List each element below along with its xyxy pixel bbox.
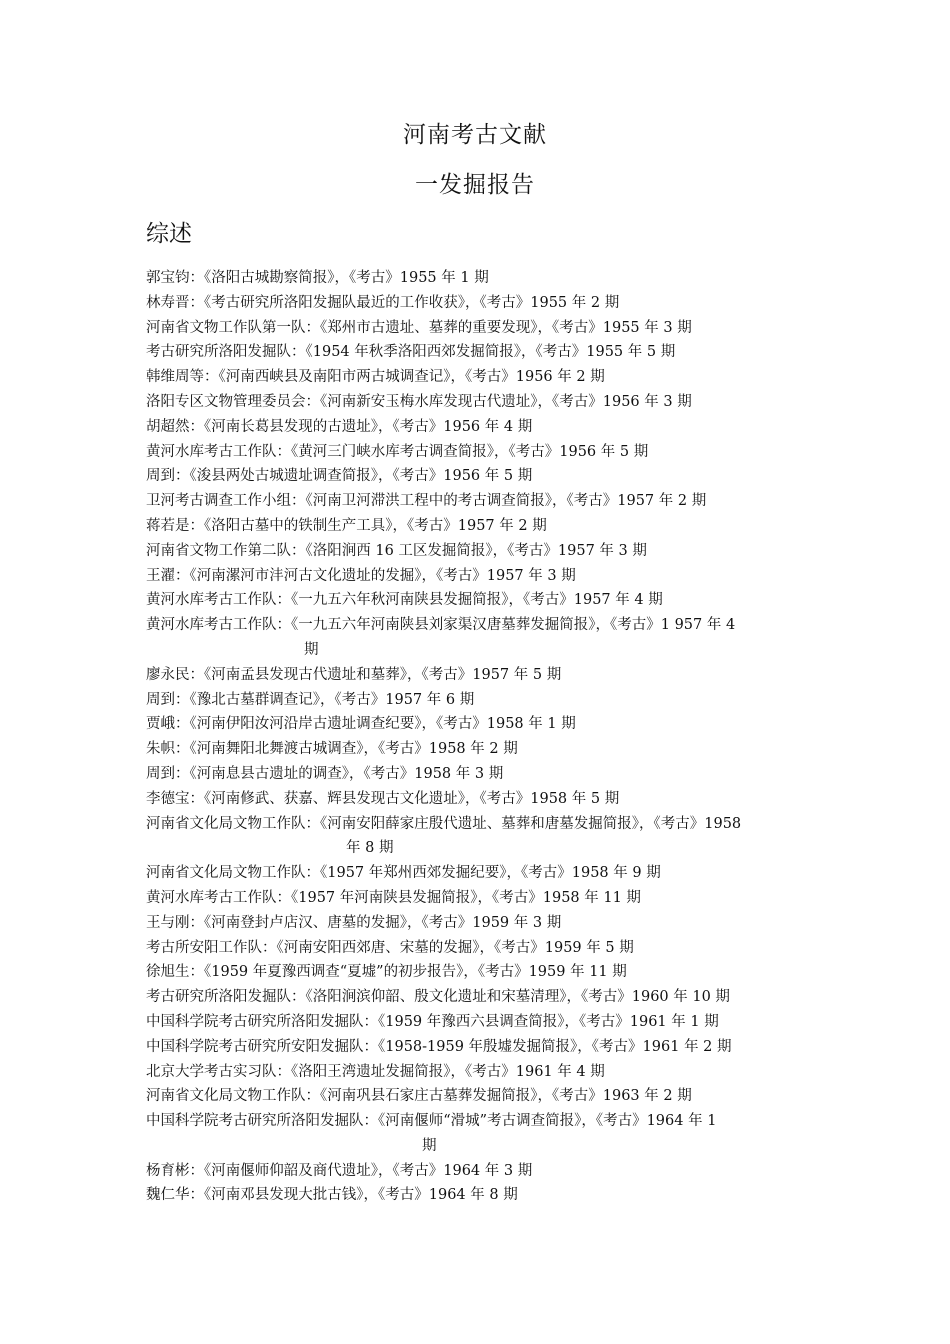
bibliography-entry xyxy=(146,340,811,365)
document-subtitle: 一发掘报告 xyxy=(415,172,535,198)
bibliography-entry xyxy=(146,415,811,440)
bibliography-entry xyxy=(146,588,811,613)
entry-text: 河南省文物工作队第一队：《郑州市古遗址、墓葬的重要发现》，《考古》1955 年 3 期 xyxy=(146,319,692,336)
entry-text: 廖永民：《河南孟县发现古代遗址和墓葬》，《考古》1957 年 5 期 xyxy=(146,666,562,683)
entry-text: 韩维周等：《河南西峡县及南阳市两古城调查记》，《考古》1956 年 2 期 xyxy=(146,369,605,386)
entry-text: 中国科学院考古研究所安阳发掘队：《1958-1959 年殷墟发掘简报》，《考古》1961 年 2 期 xyxy=(146,1038,732,1055)
bibliography-entry xyxy=(146,1035,811,1060)
bibliography-entry xyxy=(146,737,811,762)
entry-text: 卫河考古调查工作小组：《河南卫河滞洪工程中的考古调查简报》，《考古》1957 年 2 期 xyxy=(146,493,707,510)
bibliography-entry xyxy=(146,464,811,489)
bibliography-entry xyxy=(146,564,811,589)
entry-text: 周到：《豫北古墓群调查记》，《考古》1957 年 6 期 xyxy=(146,691,475,708)
bibliography-entry xyxy=(146,787,811,812)
bibliography-entry xyxy=(146,712,811,737)
bibliography-entry xyxy=(146,812,811,862)
bibliography-entry xyxy=(146,539,811,564)
entry-text: 周到：《浚县两处古城遗址调查简报》，《考古》1956 年 5 期 xyxy=(146,468,533,485)
entry-text: 蒋若是：《洛阳古墓中的铁制生产工具》，《考古》1957 年 2 期 xyxy=(146,517,547,534)
entry-text: 周到：《河南息县古遗址的调查》，《考古》1958 年 3 期 xyxy=(146,765,504,782)
bibliography-entry xyxy=(146,1010,811,1035)
bibliography-entry xyxy=(146,440,811,465)
entry-text: 李德宝：《河南修武、获嘉、辉县发现古文化遗址》，《考古》1958 年 5 期 xyxy=(146,790,620,807)
entry-text: 王濯：《河南漯河市沣河古文化遗址的发掘》，《考古》1957 年 3 期 xyxy=(146,567,576,584)
entry-text: 胡超然：《河南长葛县发现的古遗址》，《考古》1956 年 4 期 xyxy=(146,418,533,435)
bibliography-entry xyxy=(146,688,811,713)
entry-text: 黄河水库考古工作队：《1957 年河南陕县发掘简报》，《考古》1958 年 11 期 xyxy=(146,889,641,906)
document-title: 河南考古文献 xyxy=(403,122,547,148)
bibliography-entry xyxy=(146,861,811,886)
bibliography-entry xyxy=(146,762,811,787)
bibliography-list xyxy=(146,266,811,1208)
bibliography-entry xyxy=(146,514,811,539)
entry-text: 王与刚：《河南登封卢店汉、唐墓的发掘》，《考古》1959 年 3 期 xyxy=(146,914,562,931)
entry-text: 林寿晋：《考古研究所洛阳发掘队最近的工作收获》，《考古》1955 年 2 期 xyxy=(146,294,620,311)
bibliography-entry xyxy=(146,960,811,985)
bibliography-entry xyxy=(146,489,811,514)
bibliography-entry xyxy=(146,390,811,415)
bibliography-entry xyxy=(146,1109,811,1159)
entry-text: 考古研究所洛阳发掘队：《1954 年秋季洛阳西郊发掘简报》，《考古》1955 年 5 期 xyxy=(146,344,676,361)
bibliography-entry xyxy=(146,936,811,961)
entry-text: 河南省文化局文物工作队：《1957 年郑州西郊发掘纪要》，《考古》1958 年 9 期 xyxy=(146,865,661,882)
entry-text: 郭宝钧：《洛阳古城勘察简报》，《考古》1955 年 1 期 xyxy=(146,270,489,286)
bibliography-entry xyxy=(146,1183,811,1208)
entry-continuation: 期 xyxy=(422,1137,437,1154)
entry-text: 贾峨：《河南伊阳汝河沿岸古遗址调查纪要》，《考古》1958 年 1 期 xyxy=(146,716,576,733)
entry-text: 河南省文物工作第二队：《洛阳涧西 16 工区发掘简报》，《考古》1957 年 3 期 xyxy=(146,542,647,559)
bibliography-entry xyxy=(146,266,811,291)
entry-text: 考古研究所洛阳发掘队：《洛阳涧滨仰韶、殷文化遗址和宋墓清理》，《考古》1960 年 10 期 xyxy=(146,989,730,1006)
entry-text: 杨育彬：《河南偃师仰韶及商代遗址》，《考古》1964 年 3 期 xyxy=(146,1162,533,1179)
bibliography-entry xyxy=(146,613,811,663)
entry-text: 洛阳专区文物管理委员会：《河南新安玉梅水库发现古代遗址》，《考古》1956 年 3 期 xyxy=(146,393,692,410)
entry-text: 黄河水库考古工作队：《一九五六年秋河南陕县发掘简报》，《考古》1957 年 4 期 xyxy=(146,592,663,609)
entry-text: 朱帜：《河南舞阳北舞渡古城调查》，《考古》1958 年 2 期 xyxy=(146,741,518,758)
entry-continuation: 期 xyxy=(304,641,319,658)
entry-text: 河南省文化局文物工作队：《河南安阳薛家庄殷代遗址、墓葬和唐墓发掘简报》，《考古》1958 xyxy=(146,815,742,832)
bibliography-entry xyxy=(146,663,811,688)
entry-text: 中国科学院考古研究所洛阳发掘队：《河南偃师“滑城”考古调查简报》，《考古》1964 年 1 xyxy=(146,1113,717,1130)
entry-text: 北京大学考古实习队：《洛阳王湾遗址发掘简报》，《考古》1961 年 4 期 xyxy=(146,1063,605,1080)
bibliography-entry xyxy=(146,985,811,1010)
section-heading: 综述 xyxy=(146,221,192,247)
entry-text: 中国科学院考古研究所洛阳发掘队：《1959 年豫西六县调查简报》，《考古》1961 年 1 期 xyxy=(146,1013,719,1030)
bibliography-entry xyxy=(146,886,811,911)
bibliography-entry xyxy=(146,365,811,390)
bibliography-entry xyxy=(146,1159,811,1184)
entry-text: 河南省文化局文物工作队：《河南巩县石家庄古墓葬发掘简报》，《考古》1963 年 2 期 xyxy=(146,1088,692,1105)
bibliography-entry xyxy=(146,1060,811,1085)
entry-text: 黄河水库考古工作队：《黄河三门峡水库考古调查简报》，《考古》1956 年 5 期 xyxy=(146,443,649,460)
bibliography-entry xyxy=(146,911,811,936)
bibliography-entry xyxy=(146,1084,811,1109)
entry-text: 考古所安阳工作队：《河南安阳西郊唐、宋墓的发掘》，《考古》1959 年 5 期 xyxy=(146,939,634,956)
bibliography-entry xyxy=(146,316,811,341)
entry-continuation: 年 8 期 xyxy=(346,840,394,857)
entry-text: 徐旭生：《1959 年夏豫西调查“夏墟”的初步报告》，《考古》1959 年 11 期 xyxy=(146,964,627,981)
entry-text: 黄河水库考古工作队：《一九五六年河南陕县刘家渠汉唐墓葬发掘简报》，《考古》1 957 年 4 xyxy=(146,617,736,634)
entry-text: 魏仁华：《河南邓县发现大批古钱》，《考古》1964 年 8 期 xyxy=(146,1187,518,1204)
bibliography-entry xyxy=(146,291,811,316)
